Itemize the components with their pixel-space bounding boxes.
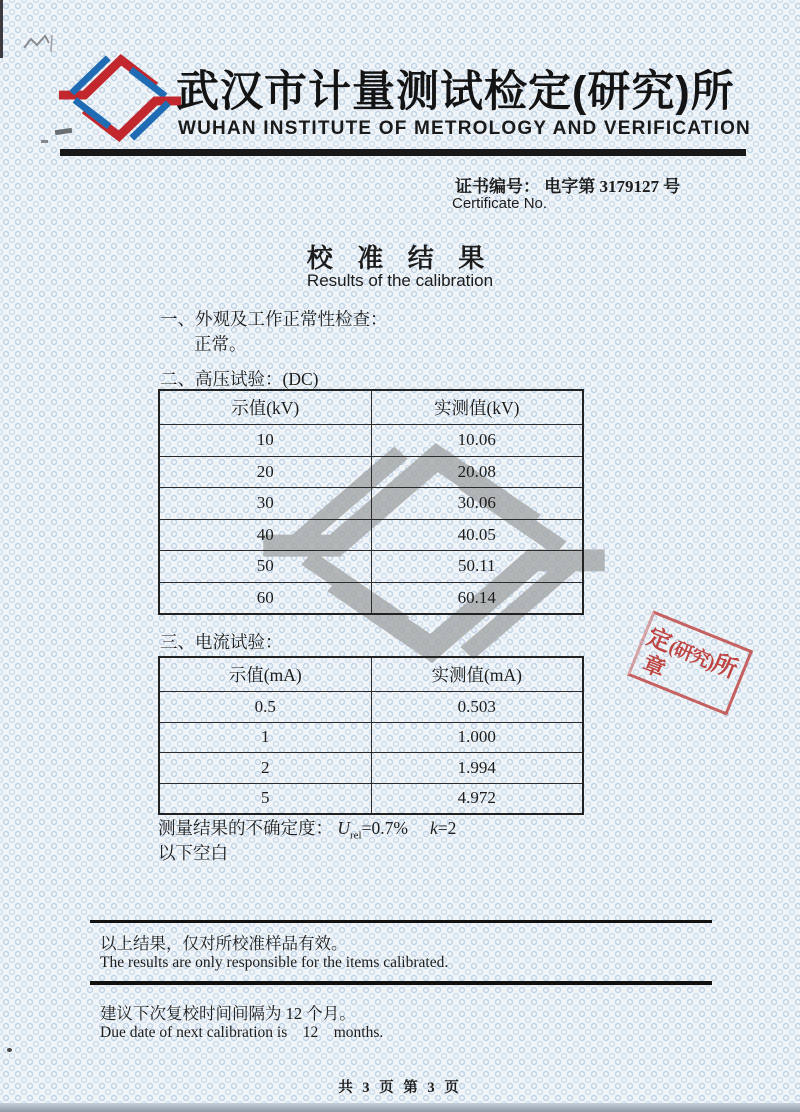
uncertainty-statement [158, 815, 456, 842]
current-indicated-value: 0.5 [159, 692, 371, 723]
uncertainty-k-symbol: k [429, 818, 438, 838]
uncertainty-u-subscript: rel [350, 829, 362, 842]
certificate-number-value: 电字第 3179127 号 [544, 177, 681, 196]
current-test-table [158, 656, 584, 815]
page-title-cn: 校 准 结 果 [306, 244, 494, 273]
section1-heading: 一、外观及工作正常性检查： [160, 309, 388, 329]
uncertainty-label: 测量结果的不确定度： [158, 818, 333, 838]
current-measured-value: 4.972 [371, 783, 583, 814]
notes-divider-top [90, 920, 712, 923]
red-seal-stamp [627, 610, 753, 715]
current-measured-value: 1.000 [371, 722, 583, 753]
institute-logo-icon [56, 52, 184, 144]
hv-measured-value: 60.14 [371, 582, 583, 614]
notes-divider-bottom [90, 981, 712, 985]
hv-indicated-value: 10 [159, 425, 371, 457]
hv-indicated-value: 30 [159, 488, 371, 520]
org-name-en: WUHAN INSTITUTE OF METROLOGY AND VERIFICATION [178, 118, 751, 139]
hv-table-row [159, 488, 583, 520]
hv-header-measured: 实测值(kV) [371, 390, 583, 425]
hv-measured-value: 30.06 [371, 488, 583, 520]
validity-note-cn: 以上结果，仅对所校准样品有效。 [100, 934, 348, 953]
page-title-en: Results of the calibration [306, 271, 494, 290]
current-header-measured: 实测值(mA) [371, 657, 583, 692]
hv-indicated-value: 50 [159, 551, 371, 583]
section2-heading: 二、高压试验：(DC) [160, 369, 319, 389]
org-name-cn: 武汉市计量测试检定(研究)所 [176, 68, 735, 116]
stamp-text-line2: 章 [639, 650, 670, 683]
page-number-info: 共 3 页 第 3 页 [338, 1080, 462, 1096]
current-indicated-value: 5 [159, 783, 371, 814]
current-indicated-value: 2 [159, 753, 371, 784]
certificate-number-label: 证书编号： [455, 177, 540, 196]
certificate-number-label-en: Certificate No. [452, 195, 548, 212]
section3-heading: 三、电流试验： [160, 632, 283, 652]
hv-header-indicated: 示值(kV) [159, 390, 371, 425]
current-header-indicated: 示值(mA) [159, 657, 371, 692]
stamp-seg3: 所 [708, 650, 741, 684]
current-table-row [159, 722, 583, 753]
ink-smudge-small [41, 140, 48, 143]
current-measured-value: 1.994 [371, 753, 583, 784]
next-calibration-note-en: Due date of next calibration is 12 months. [100, 1024, 384, 1041]
next-calibration-note-cn: 建议下次复校时间间隔为 12 个月。 [100, 1004, 356, 1023]
uncertainty-u-symbol: U [337, 818, 351, 838]
certificate-number [455, 172, 680, 197]
speck-artifact [7, 1048, 12, 1052]
current-measured-value: 0.503 [371, 692, 583, 723]
hv-table-row [159, 456, 583, 488]
section1-result: 正常。 [194, 334, 247, 354]
hv-test-table [158, 389, 584, 615]
current-table-row [159, 753, 583, 784]
hv-table-header-row [159, 390, 583, 425]
current-table-row [159, 692, 583, 723]
hv-table-row [159, 582, 583, 614]
hv-table-row [159, 551, 583, 583]
hv-table-row [159, 519, 583, 551]
scan-edge-artifact [0, 0, 3, 58]
hv-indicated-value: 20 [159, 456, 371, 488]
hv-measured-value: 10.06 [371, 425, 583, 457]
stamp-seg1: 定 [643, 624, 676, 658]
hv-measured-value: 20.08 [371, 456, 583, 488]
pencil-mark [22, 32, 58, 60]
current-table-header-row [159, 657, 583, 692]
stamp-seg2: (研究) [665, 636, 717, 674]
hv-indicated-value: 40 [159, 519, 371, 551]
current-table-row [159, 783, 583, 814]
uncertainty-k-value: =2 [437, 818, 457, 838]
current-indicated-value: 1 [159, 722, 371, 753]
hv-measured-value: 50.11 [371, 551, 583, 583]
hv-measured-value: 40.05 [371, 519, 583, 551]
header-divider-bar [60, 149, 746, 156]
uncertainty-u-value: =0.7% [361, 818, 408, 838]
hv-table-row [159, 425, 583, 457]
hv-indicated-value: 60 [159, 582, 371, 614]
validity-note-en: The results are only responsible for the items calibrated. [100, 954, 449, 971]
scan-bottom-edge [0, 1103, 800, 1112]
blank-below-note: 以下空白 [158, 843, 228, 863]
